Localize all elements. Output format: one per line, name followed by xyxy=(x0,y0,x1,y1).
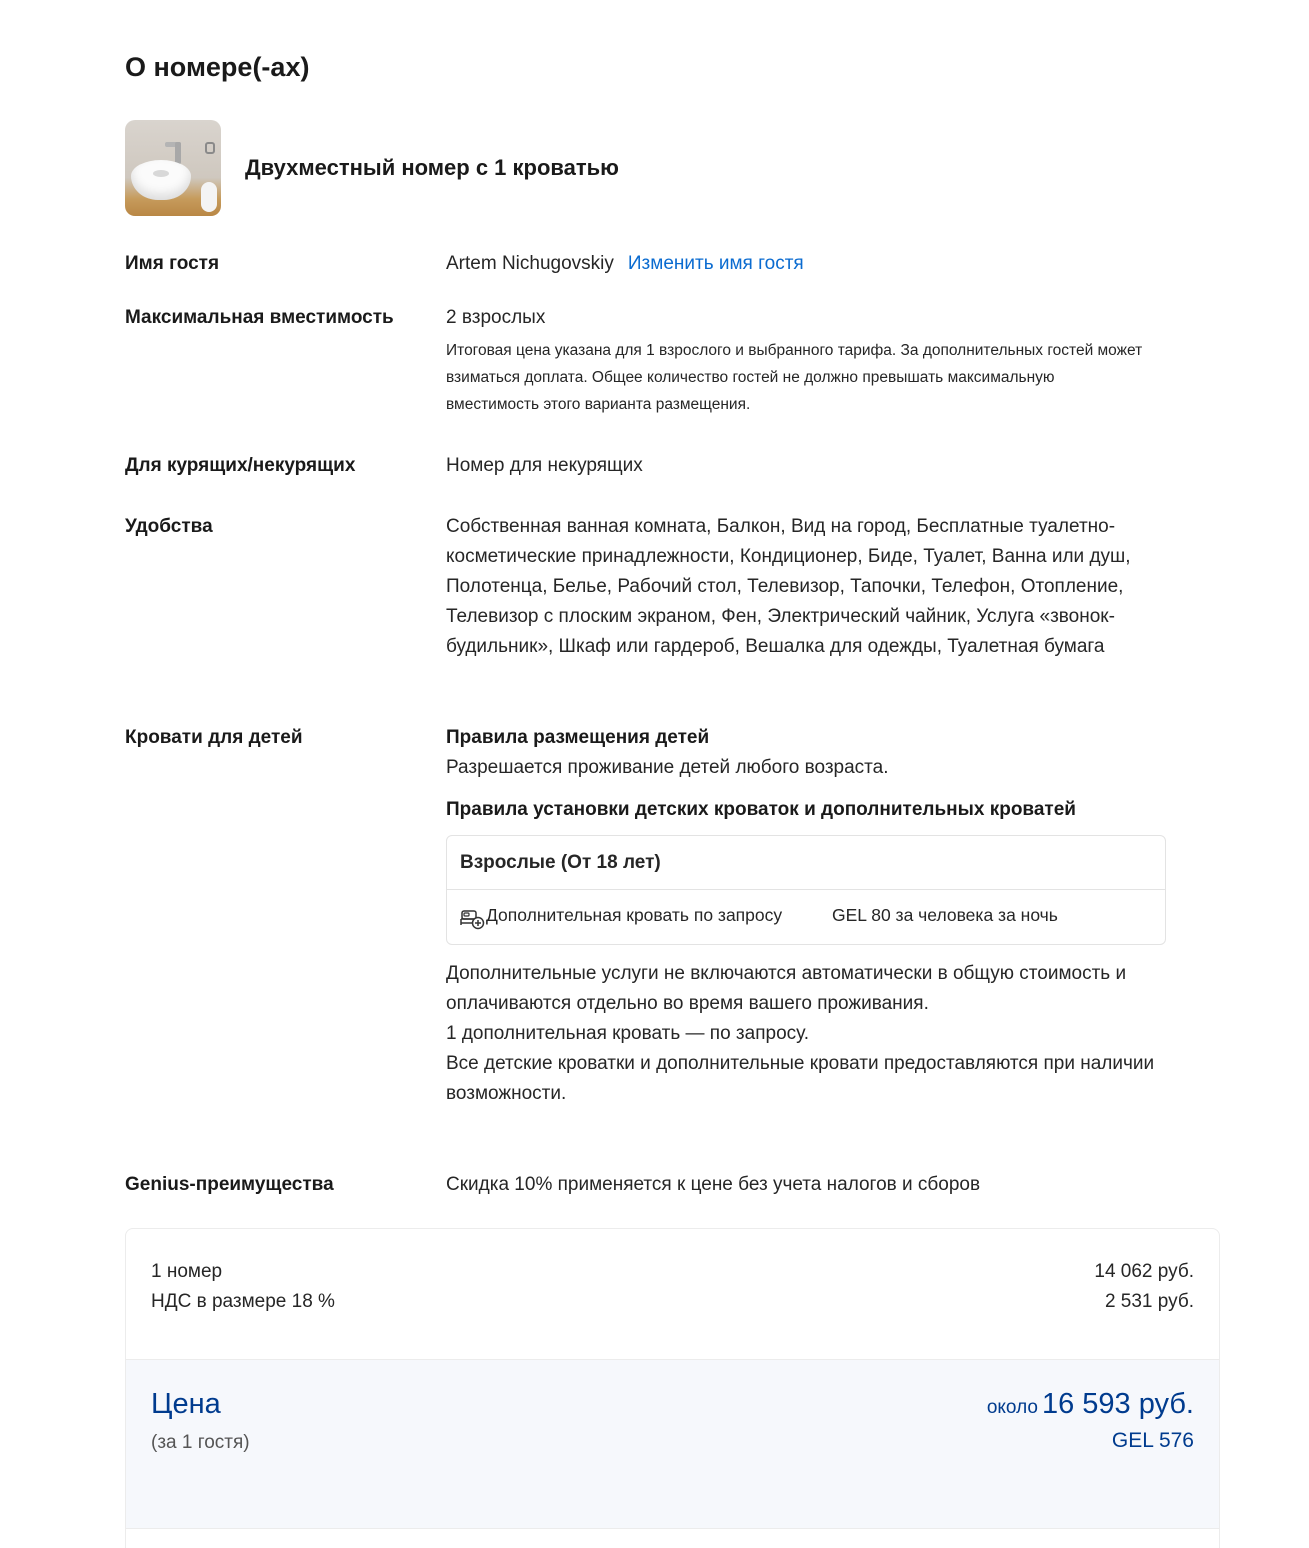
amenities-value: Собственная ванная комната, Балкон, Вид на город, Бесплатные туалетно-косметические принадлежности, Кондиционер, Биде, Туалет, Ванна или душ, Полотенца, Белье, Рабочий стол, Телевизор, Тапочки, Телефон, Отопление, Телевизор с плоским экраном, Фен, Электрический чайник, Услуга «звонок-будильник», Шкаф или гардероб, Вешалка для одежды, Туалетная бумага xyxy=(446,516,1131,657)
beds-table xyxy=(446,835,1166,945)
price-line-amount: 2 531 руб. xyxy=(1104,1291,1194,1312)
genius-row xyxy=(125,1170,1195,1200)
smoking-label: Для курящих/некурящих xyxy=(125,455,356,476)
capacity-note: Итоговая цена указана для 1 взрослого и выбранного тарифа. За дополнительных гостей может взиматься доплата. Общее количество гостей не должно превышать максимальную вместимость этого варианта размещения. xyxy=(446,342,1143,413)
genius-label: Genius-преимущества xyxy=(125,1174,334,1195)
total-amount: 16 593 руб. xyxy=(1041,1388,1194,1420)
extra-bed-label: Дополнительная кровать по запросу xyxy=(486,905,783,925)
price-line-room xyxy=(151,1257,1194,1287)
total-label: Цена xyxy=(151,1388,221,1420)
capacity-value: 2 взрослых xyxy=(446,307,546,328)
total-gel: GEL 576 xyxy=(1111,1429,1194,1452)
section-title: О номере(-ах) xyxy=(125,52,310,82)
price-line-label: НДС в размере 18 % xyxy=(151,1291,335,1312)
capacity-row xyxy=(125,303,1195,418)
capacity-label: Максимальная вместимость xyxy=(125,307,394,328)
change-guest-name-link[interactable]: Изменить имя гостя xyxy=(627,253,804,274)
genius-value: Скидка 10% применяется к цене без учета налогов и сборов xyxy=(446,1174,981,1195)
room-name: Двухместный номер с 1 кроватью xyxy=(245,155,619,180)
kids-note: 1 дополнительная кровать — по запросу. xyxy=(446,1023,810,1044)
kids-note: Все детские кроватки и дополнительные кровати предоставляются при наличии возможности. xyxy=(446,1053,1155,1104)
kids-notes xyxy=(446,959,1166,1109)
room-thumbnail[interactable] xyxy=(125,120,221,216)
kids-label: Кровати для детей xyxy=(125,727,303,748)
smoking-row xyxy=(125,451,1195,481)
kids-row xyxy=(125,723,1195,1109)
price-line-vat xyxy=(151,1287,1194,1317)
total-sub: (за 1 гостя) xyxy=(151,1432,250,1453)
guest-row xyxy=(125,249,1195,279)
kids-policy-title: Правила размещения детей xyxy=(446,727,710,748)
room-header xyxy=(125,120,619,216)
total-approx: около xyxy=(986,1397,1038,1418)
price-line-label: 1 номер xyxy=(151,1261,223,1282)
price-total-block xyxy=(126,1359,1219,1529)
guest-label: Имя гостя xyxy=(125,253,220,274)
amenities-row xyxy=(125,512,1195,662)
smoking-value: Номер для некурящих xyxy=(446,455,643,476)
extra-bed-icon xyxy=(460,908,486,930)
amenities-label: Удобства xyxy=(125,516,213,537)
kids-policy-text: Разрешается проживание детей любого возраста. xyxy=(446,757,889,778)
beds-table-header: Взрослые (От 18 лет) xyxy=(447,836,1165,890)
guest-name: Artem Nichugovskiy xyxy=(446,253,614,274)
beds-table-row xyxy=(447,890,1165,944)
beds-policy-title: Правила установки детских кроваток и дополнительных кроватей xyxy=(446,799,1076,820)
extra-bed-price: GEL 80 за человека за ночь xyxy=(832,905,1058,925)
kids-note: Дополнительные услуги не включаются автоматически в общую стоимость и оплачиваются отдельно во время вашего проживания. xyxy=(446,963,1127,1014)
price-line-amount: 14 062 руб. xyxy=(1094,1261,1194,1282)
price-summary-card xyxy=(125,1228,1220,1548)
